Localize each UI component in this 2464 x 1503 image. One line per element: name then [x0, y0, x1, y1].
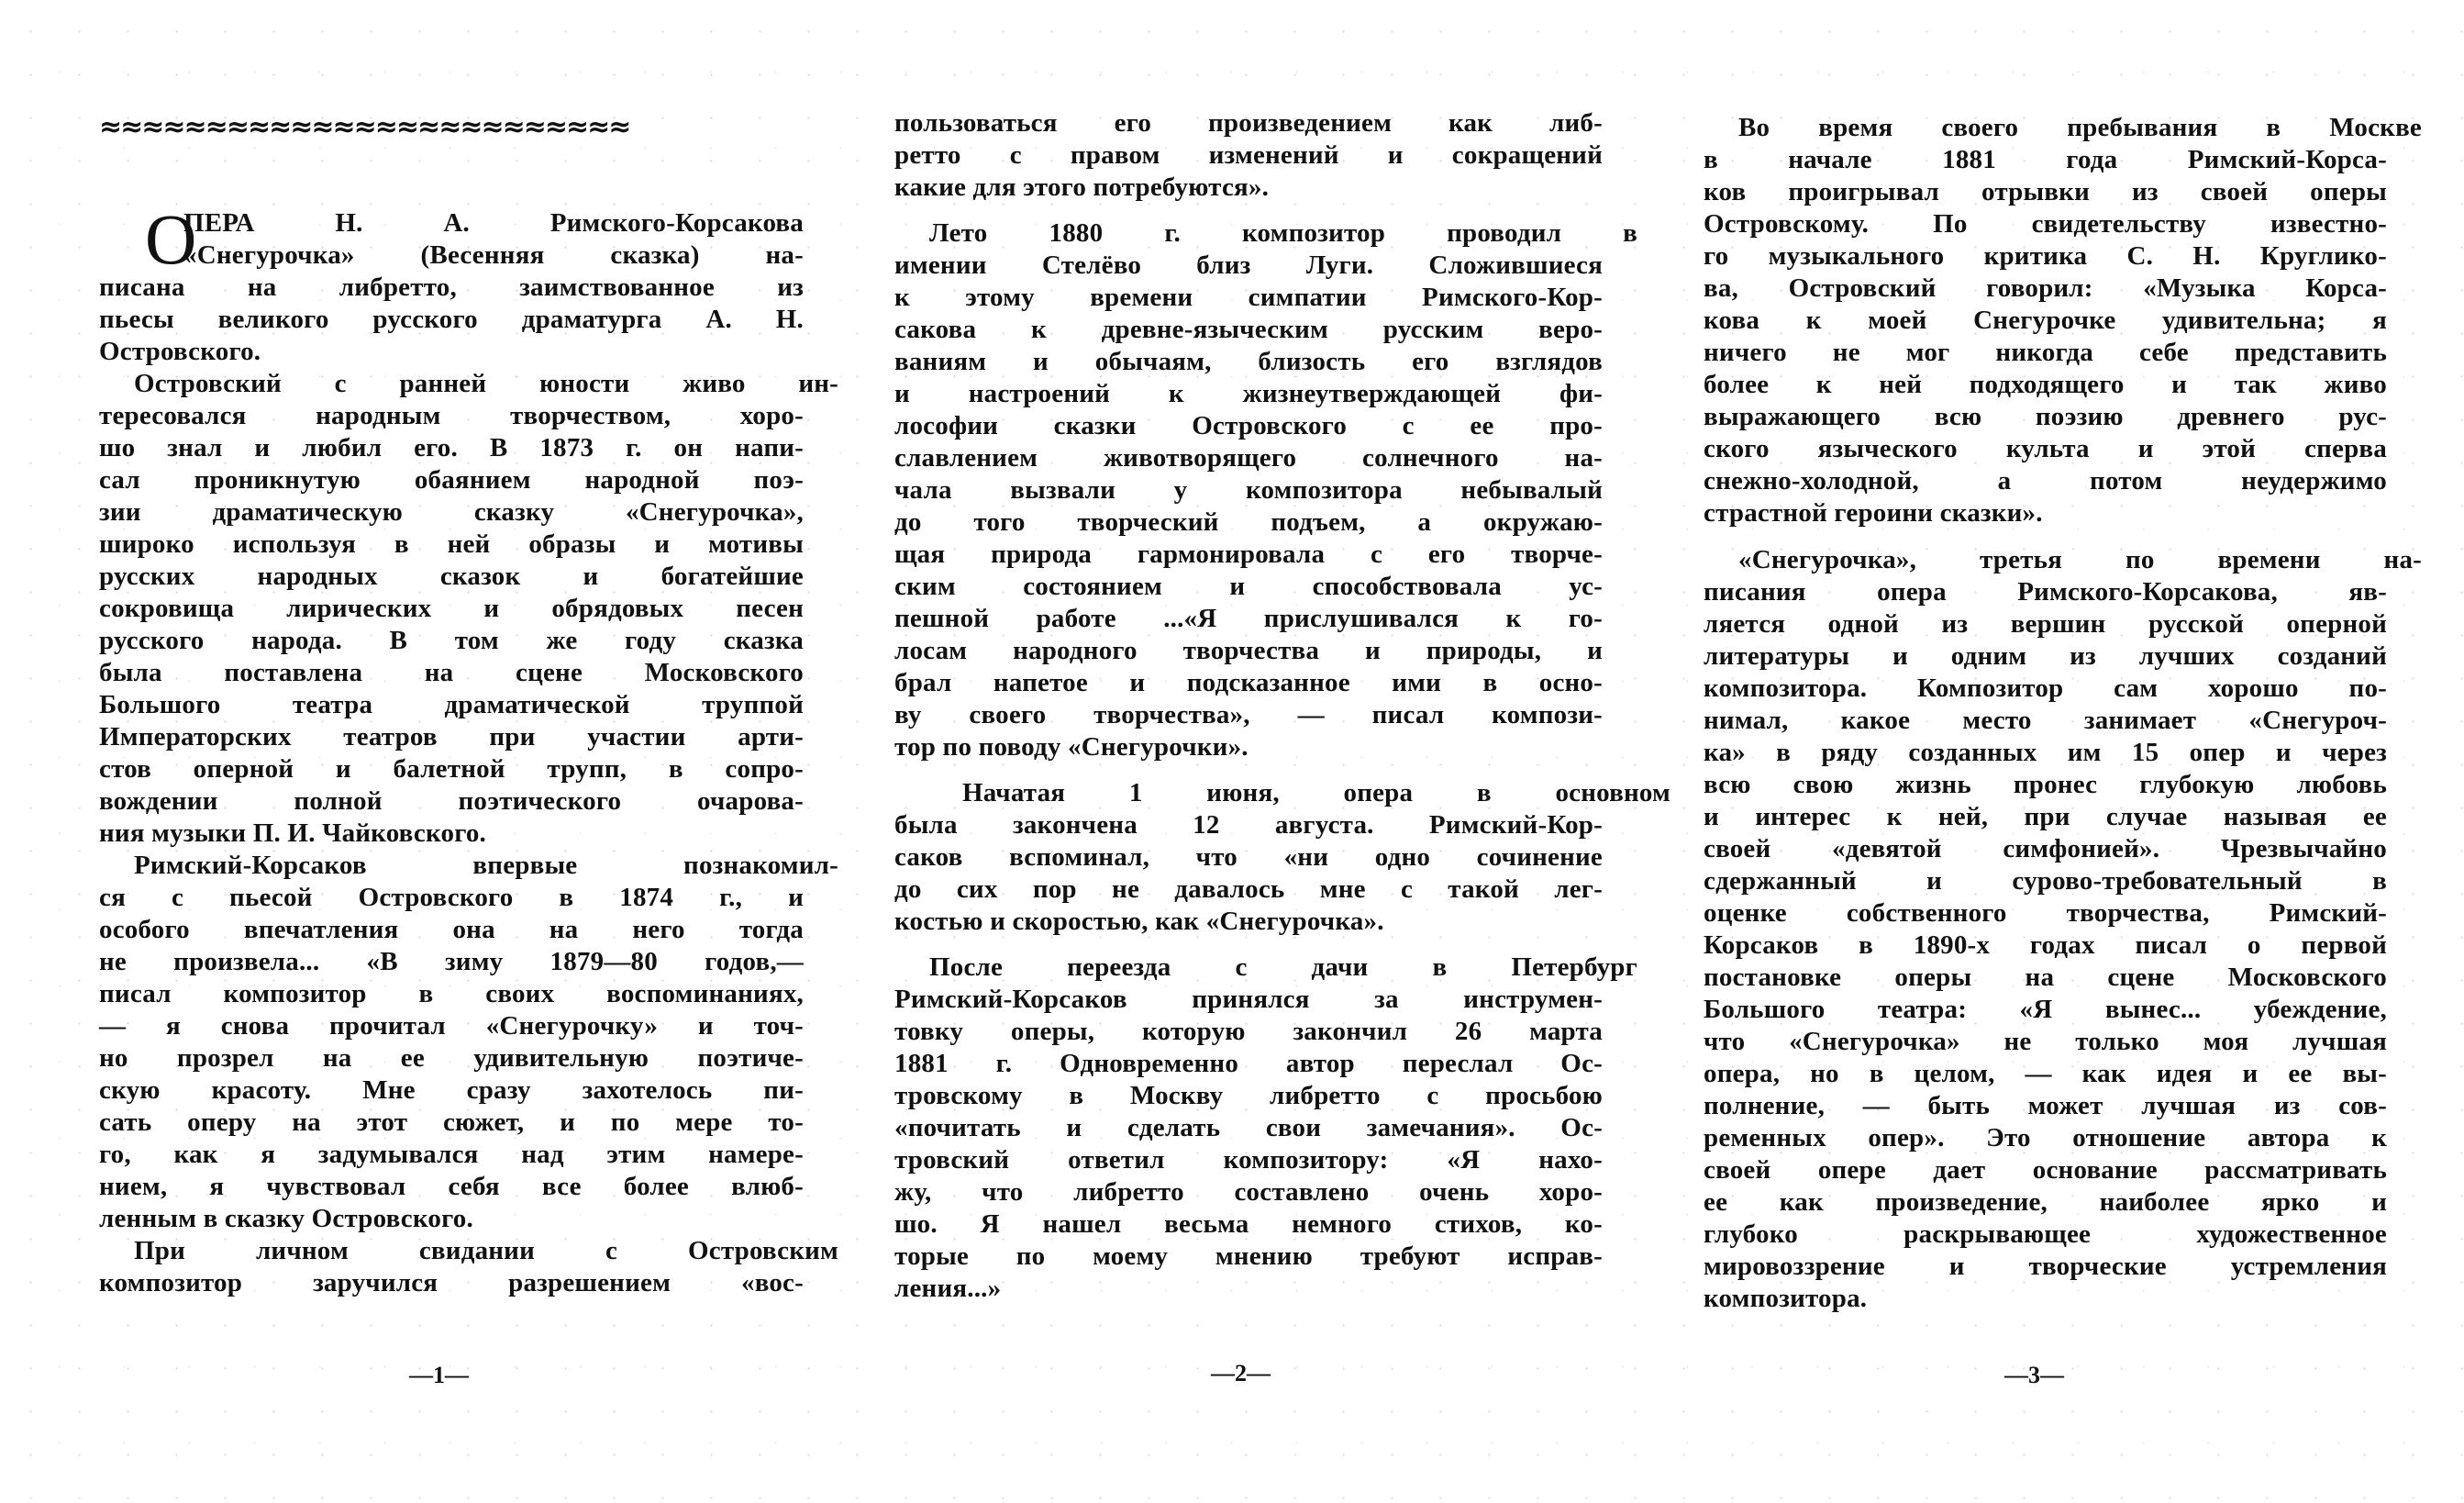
text-line: ским состоянием и способствовала ус-: [894, 572, 1603, 601]
text-line: и настроений к жизнеутверждающей фи-: [894, 379, 1603, 408]
text-line: шо знал и любил его. В 1873 г. он напи-: [99, 433, 804, 462]
text-line: своей опере дает основание рассматривать: [1704, 1155, 2387, 1185]
text-line: глубоко раскрывающее художественное: [1704, 1219, 2387, 1249]
text-line: писал композитор в своих воспоминаниях,: [99, 979, 804, 1008]
text-line: всю свою жизнь пронес глубокую любовь: [1704, 770, 2387, 799]
text-line: Большого театра: «Я вынес... убеждение,: [1704, 995, 2387, 1024]
text-line: 1881 г. Одновременно автор переслал Ос-: [894, 1049, 1603, 1078]
text-line: го музыкального критика С. Н. Круглико-: [1704, 241, 2387, 271]
text-line: опера, но в целом, — как идея и ее вы-: [1704, 1059, 2387, 1088]
text-line: широко используя в ней образы и мотивы: [99, 529, 804, 559]
text-line: полнение, — быть может лучшая из сов-: [1704, 1091, 2387, 1120]
text-line: тровский ответил композитору: «Я нахо-: [894, 1145, 1603, 1175]
text-line: При личном свидании с Островским: [134, 1236, 838, 1265]
text-line: до сих пор не давалось мне с такой лег-: [894, 874, 1603, 904]
text-line: композитор заручился разрешением «вос-: [99, 1268, 804, 1297]
text-line: нием, я чувствовал себя все более влюб-: [99, 1172, 804, 1201]
text-line: Римский-Корсаков впервые познакомил-: [134, 851, 838, 880]
text-line: ка» в ряду созданных им 15 опер и через: [1704, 738, 2387, 767]
text-line: тровскому в Москву либретто с просьбою: [894, 1081, 1603, 1110]
text-line: тересовался народным творчеством, хоро-: [99, 401, 804, 430]
text-line: русского народа. В том же году сказка: [99, 626, 804, 655]
text-line: ляется одной из вершин русской оперной: [1704, 609, 2387, 639]
text-line: «Снегурочка» (Весенняя сказка) на-: [183, 240, 804, 270]
text-line: Во время своего пребывания в Москве: [1738, 113, 2422, 142]
text-line: ничего не мог никогда себе представить: [1704, 338, 2387, 367]
text-line: выражающего всю поэзию древнего рус-: [1704, 402, 2387, 431]
text-line: снежно-холодной, а потом неудержимо: [1704, 466, 2387, 495]
text-line: вождении полной поэтического очарова-: [99, 786, 804, 816]
text-line: постановке оперы на сцене Московского: [1704, 963, 2387, 992]
text-line: к этому времени симпатии Римского-Кор-: [894, 283, 1603, 312]
text-line: славлением животворящего солнечного на-: [894, 443, 1603, 473]
text-line: ленным в сказку Островского.: [99, 1204, 473, 1233]
text-line: но прозрел на ее удивительную поэтиче-: [99, 1043, 804, 1073]
text-line: страстной героини сказки».: [1704, 498, 2043, 528]
text-line: ву своего творчества», — писал компози-: [894, 700, 1603, 729]
text-line: торые по моему мнению требуют исправ-: [894, 1241, 1603, 1271]
page-number: —1—: [409, 1362, 469, 1388]
text-line: саков вспоминал, что «ни одно сочинение: [894, 842, 1603, 872]
text-line: и интерес к ней, при случае называя ее: [1704, 802, 2387, 831]
text-line: сал проникнутую обаянием народной поэ-: [99, 465, 804, 495]
text-line: более к ней подходящего и так живо: [1704, 370, 2387, 399]
text-line: Островскому. По свидетельству известно-: [1704, 209, 2387, 239]
text-line: пользоваться его произведением как либ-: [894, 108, 1603, 138]
text-line: шо. Я нашел весьма немного стихов, ко-: [894, 1209, 1603, 1239]
text-line: пьесы великого русского драматурга А. Н.: [99, 305, 804, 334]
text-line: что «Снегурочка» не только моя лучшая: [1704, 1027, 2387, 1056]
text-line: зии драматическую сказку «Снегурочка»,: [99, 497, 804, 527]
text-line: мировоззрение и творческие устремления: [1704, 1252, 2387, 1281]
page-number: —2—: [1211, 1360, 1271, 1386]
text-line: литературы и одним из лучших созданий: [1704, 641, 2387, 671]
text-line: в начале 1881 года Римский-Корса-: [1704, 145, 2387, 174]
text-line: пешной работе ...«Я прислушивался к го-: [894, 604, 1603, 633]
text-line: сокровища лирических и обрядовых песен: [99, 594, 804, 623]
text-line: Большого театра драматической труппой: [99, 690, 804, 719]
text-line: жу, что либретто составлено очень хоро-: [894, 1177, 1603, 1207]
text-line: ва, Островский говорил: «Музыка Корса-: [1704, 273, 2387, 303]
text-line: композитора.: [1704, 1284, 1868, 1313]
text-line: тор по поводу «Снегурочки».: [894, 732, 1249, 762]
text-line: композитора. Композитор сам хорошо по-: [1704, 674, 2387, 703]
text-line: сать оперу на этот сюжет, и по мере то-: [99, 1108, 804, 1137]
ornament-wave-border: ≈≈≈≈≈≈≈≈≈≈≈≈≈≈≈≈≈≈≈≈≈≈≈≈≈: [99, 117, 630, 138]
text-line: «почитать и сделать свои замечания». Ос-: [894, 1113, 1603, 1142]
text-line: имении Стелёво близ Луги. Сложившиеся: [894, 250, 1603, 280]
text-line: лософии сказки Островского с ее про-: [894, 411, 1603, 440]
text-line: Островский с ранней юности живо ин-: [134, 369, 838, 398]
text-line: своей «девятой симфонией». Чрезвычайно: [1704, 834, 2387, 863]
text-line: ния музыки П. И. Чайковского.: [99, 818, 486, 848]
text-line: была закончена 12 августа. Римский-Кор-: [894, 810, 1603, 840]
page-number: —3—: [2004, 1362, 2064, 1388]
text-line: стов оперной и балетной трупп, в сопро-: [99, 754, 804, 784]
text-line: Римский-Корсаков принялся за инструмен-: [894, 985, 1603, 1014]
text-line: оценке собственного творчества, Римский-: [1704, 898, 2387, 928]
text-line: го, как я задумывался над этим намере-: [99, 1140, 804, 1169]
text-line: писания опера Римского-Корсакова, яв-: [1704, 577, 2387, 607]
text-line: ваниям и обычаям, близость его взглядов: [894, 347, 1603, 376]
text-line: ся с пьесой Островского в 1874 г., и: [99, 883, 804, 912]
text-line: сакова к древне-языческим русским веро-: [894, 315, 1603, 344]
text-line: «Снегурочка», третья по времени на-: [1738, 545, 2422, 574]
text-line: брал напетое и подсказанное ими в осно-: [894, 668, 1603, 697]
text-line: писана на либретто, заимствованное из: [99, 273, 804, 302]
text-line: сдержанный и сурово-требовательный в: [1704, 866, 2387, 896]
text-line: не произвела... «В зиму 1879—80 годов,—: [99, 947, 804, 976]
text-line: Корсаков в 1890-х годах писал о первой: [1704, 930, 2387, 960]
text-line: ков проигрывал отрывки из своей оперы: [1704, 177, 2387, 206]
text-line: нимал, какое место занимает «Снегуроч-: [1704, 706, 2387, 735]
text-line: Начатая 1 июня, опера в основном: [962, 778, 1670, 807]
text-line: лосам народного творчества и природы, и: [894, 636, 1603, 665]
text-line: ретто с правом изменений и сокращений: [894, 140, 1603, 170]
text-line: товку оперы, которую закончил 26 марта: [894, 1017, 1603, 1046]
text-line: скую красоту. Мне сразу захотелось пи-: [99, 1075, 804, 1105]
text-line: была поставлена на сцене Московского: [99, 658, 804, 687]
text-line: Лето 1880 г. композитор проводил в: [929, 218, 1637, 248]
text-line: После переезда с дачи в Петербург: [929, 952, 1637, 982]
text-line: ления...»: [894, 1274, 1002, 1303]
text-line: ского языческого культа и этой сперва: [1704, 434, 2387, 463]
text-line: Императорских театров при участии арти-: [99, 722, 804, 752]
text-line: русских народных сказок и богатейшие: [99, 562, 804, 591]
drop-cap: О: [145, 199, 197, 279]
text-line: щая природа гармонировала с его творче-: [894, 540, 1603, 569]
text-line: Островского.: [99, 337, 261, 366]
text-line: костью и скоростью, как «Снегурочка».: [894, 907, 1384, 936]
text-line: ее как произведение, наиболее ярко и: [1704, 1187, 2387, 1217]
text-line: до того творческий подъем, а окружаю-: [894, 507, 1603, 537]
text-line: ПЕРА Н. А. Римского-Корсакова: [183, 208, 804, 238]
text-line: чала вызвали у композитора небывалый: [894, 475, 1603, 505]
text-line: какие для этого потребуются».: [894, 173, 1270, 202]
text-line: кова к моей Снегурочке удивительна; я: [1704, 306, 2387, 335]
text-line: — я снова прочитал «Снегурочку» и точ-: [99, 1011, 804, 1041]
text-line: ременных опер». Это отношение автора к: [1704, 1123, 2387, 1152]
text-line: особого впечатления она на него тогда: [99, 915, 804, 944]
